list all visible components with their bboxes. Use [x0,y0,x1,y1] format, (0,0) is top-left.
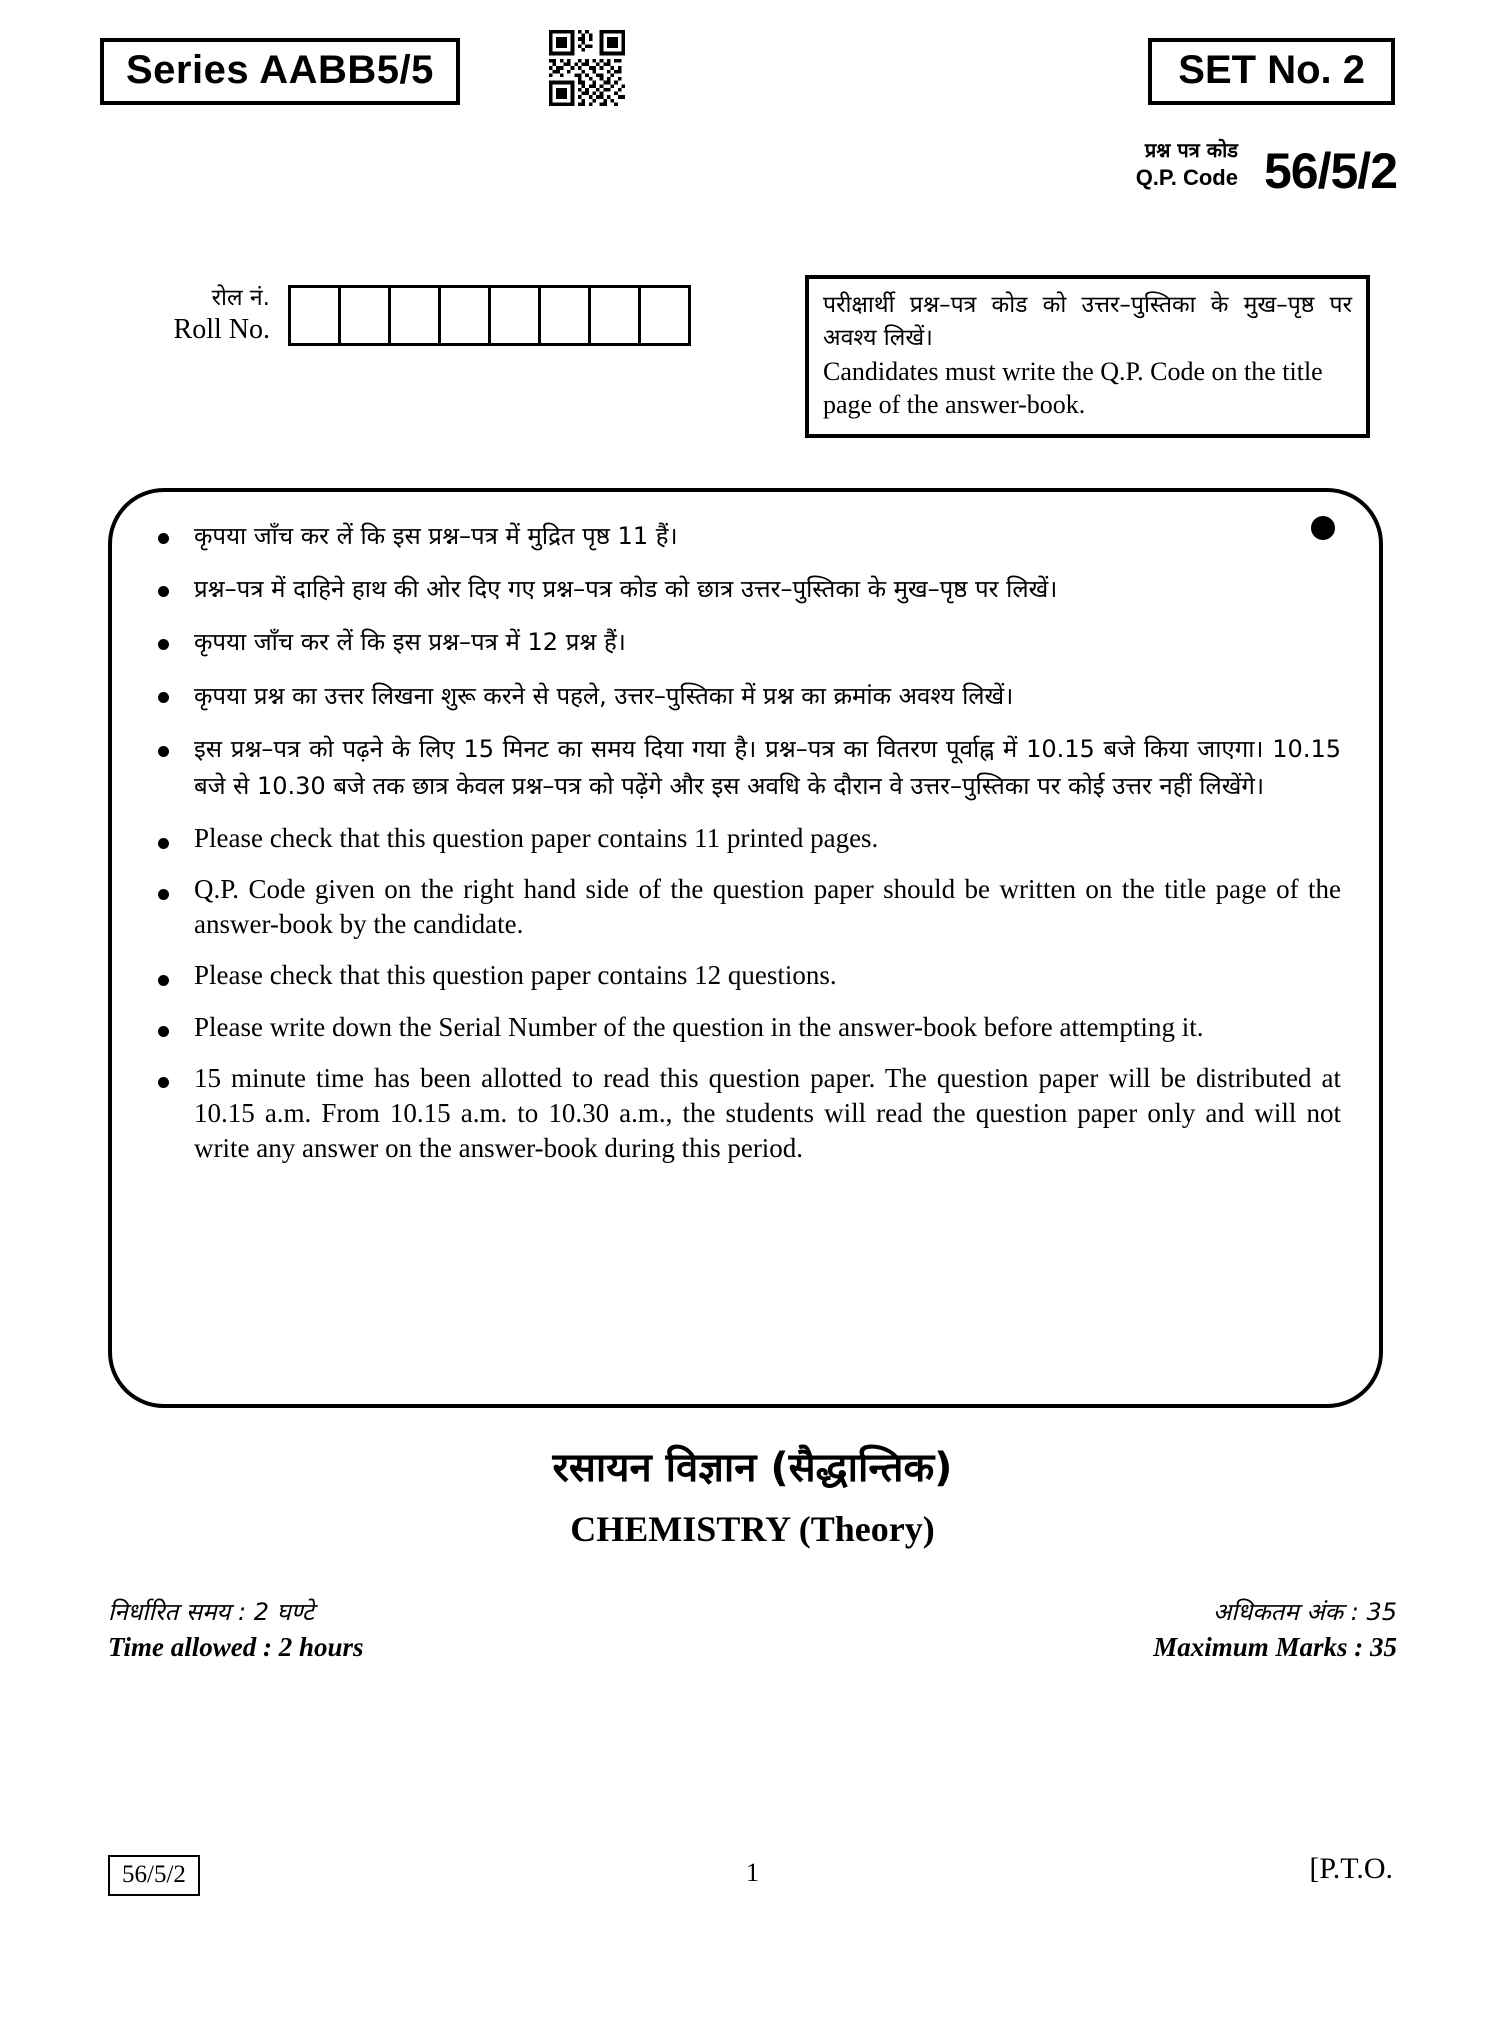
roll-number-labels [140,285,270,345]
instruction-item-hindi: कृपया प्रश्न का उत्तर लिखना शुरू करने से पहले, उत्तर–पुस्तिका में प्रश्न का क्रमांक अवश्य लिखें। [142,678,1341,715]
roll-number-cell[interactable] [491,288,541,343]
candidate-notice-box [805,275,1370,438]
set-number-box: SET No. 2 [1148,38,1395,105]
qp-code-value: 56/5/2 [1263,142,1397,199]
subject-title-hindi: रसायन विज्ञान (सैद्धान्तिक) [552,1445,953,1491]
candidate-notice-hindi: परीक्षार्थी प्रश्न–पत्र कोड को उत्तर–पुस्तिका के मुख–पृष्ठ पर अवश्य लिखें। [823,292,1352,351]
roll-number-grid[interactable] [288,285,691,346]
instruction-item-hindi: कृपया जाँच कर लें कि इस प्रश्न–पत्र में मुद्रित पृष्ठ 11 हैं। [142,518,1341,555]
time-allowed-block [108,1595,364,1665]
instructions-box [108,488,1383,1408]
instruction-item-hindi: इस प्रश्न–पत्र को पढ़ने के लिए 15 मिनट का समय दिया गया है। प्रश्न–पत्र का वितरण पूर्वाह्न में 10.15 बजे किया जाएगा। 10.15 बजे से 10.30 बजे तक छात्र केवल प्रश्न–पत्र को पढ़ेंगे और इस अवधि के दौरान वे उत्तर–पुस्तिका पर कोई उत्तर नहीं लिखेंगे। [142,731,1341,805]
roll-number-cell[interactable] [391,288,441,343]
time-allowed-hindi: निर्धारित समय : 2 घण्टे [108,1598,315,1626]
subject-title [0,1440,1505,1550]
qr-code-icon [549,30,625,106]
instruction-item-english: 15 minute time has been allotted to read this question paper. The question paper will be distributed at 10.15 a.m. From 10.15 a.m. to 10.30 a.m., the students will read the question paper only and will not write any answer on the answer-book during this period. [142,1061,1341,1166]
series-box: Series AABB5/5 [100,38,460,105]
qp-code-labels [1136,138,1238,196]
instruction-item-hindi: प्रश्न–पत्र में दाहिने हाथ की ओर दिए गए प्रश्न–पत्र कोड को छात्र उत्तर–पुस्तिका के मुख–पृष्ठ पर लिखें। [142,571,1341,608]
roll-number-field [140,285,691,346]
maximum-marks-block [1153,1595,1397,1665]
roll-number-label-hindi: रोल नं. [211,285,270,312]
roll-number-cell[interactable] [341,288,391,343]
footer-pto-label: [P.T.O. [1309,1852,1393,1885]
instructions-list [142,518,1341,1166]
candidate-notice-english: Candidates must write the Q.P. Code on the title page of the answer-book. [823,357,1323,420]
instruction-item-english: Please check that this question paper contains 12 questions. [142,958,1341,993]
instruction-item-english: Please write down the Serial Number of the question in the answer-book before attempting it. [142,1010,1341,1045]
roll-number-cell[interactable] [541,288,591,343]
time-and-marks-row [108,1595,1397,1665]
roll-number-cell[interactable] [641,288,688,343]
instruction-item-english: Q.P. Code given on the right hand side of the question paper should be written on the title page of the answer-book by the candidate. [142,872,1341,942]
footer-paper-code: 56/5/2 [108,1855,200,1896]
roll-number-cell[interactable] [591,288,641,343]
qp-code-label-hindi: प्रश्न पत्र कोड [1144,138,1238,162]
time-allowed-english: Time allowed : 2 hours [108,1631,364,1662]
roll-number-cell[interactable] [441,288,491,343]
maximum-marks-hindi: अधिकतम अंक : 35 [1212,1598,1397,1626]
roll-number-cell[interactable] [291,288,341,343]
instruction-item-hindi: कृपया जाँच कर लें कि इस प्रश्न–पत्र में 12 प्रश्न हैं। [142,624,1341,661]
qp-code-label-english: Q.P. Code [1135,164,1238,190]
footer-page-number: 1 [746,1858,759,1887]
qp-code-block [1135,138,1397,199]
subject-title-english: CHEMISTRY (Theory) [570,1509,935,1549]
instruction-item-english: Please check that this question paper contains 11 printed pages. [142,821,1341,856]
roll-number-label-english: Roll No. [173,313,270,345]
maximum-marks-english: Maximum Marks : 35 [1153,1631,1397,1662]
